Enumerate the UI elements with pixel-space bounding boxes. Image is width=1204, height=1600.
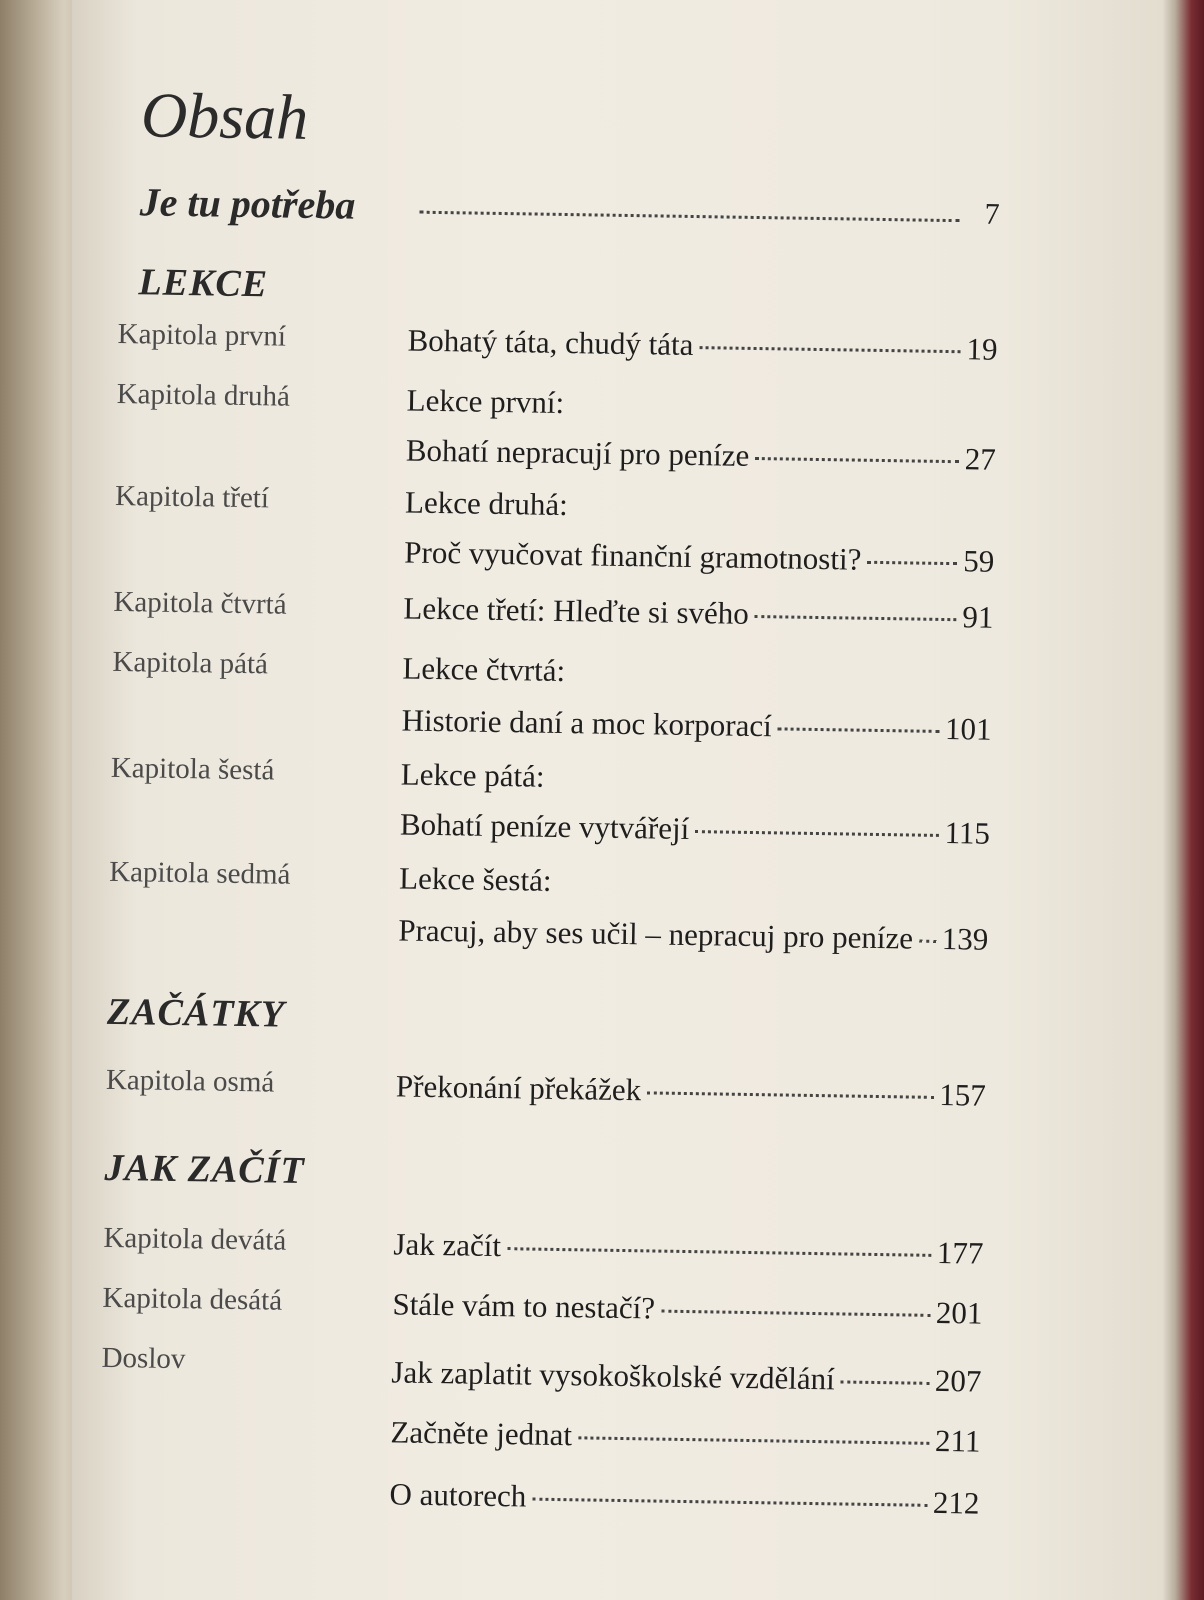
lesson-label: Lekce pátá: [400,756,545,794]
entry-title: Překonání překážek [395,1068,642,1108]
dot-leader [695,830,938,837]
page-number: 19 [966,331,998,367]
entry-line [390,1414,980,1459]
dot-leader [507,1247,931,1257]
dot-leader [699,346,960,353]
dot-leader [755,457,959,463]
entry-line [401,702,991,747]
toc-entry [117,318,998,380]
dot-leader [755,615,957,621]
toc-entry [101,1342,982,1404]
chapter-label: Kapitola osmá [105,1063,275,1099]
page-number: 7 [984,197,1000,231]
toc-entry [105,1064,986,1126]
section-heading-jak-zacit: JAK ZAČÍT [104,1146,306,1193]
chapter-label: Kapitola pátá [112,645,269,681]
entry-title: Jak začít [393,1226,502,1264]
dot-leader [841,1380,929,1384]
entry-title: Bohatí nepracují pro peníze [405,432,750,473]
lesson-label: Lekce čtvrtá: [402,650,566,689]
entry-line [403,590,993,635]
chapter-label: Kapitola devátá [103,1221,287,1257]
dot-leader [919,940,936,943]
lesson-label: Lekce první: [406,382,565,420]
entry-line [393,1226,983,1271]
entry-line [400,806,990,851]
lesson-label: Lekce druhá: [404,484,569,523]
page-number: 211 [934,1422,981,1459]
entry-line [392,1286,982,1331]
chapter-label: Kapitola třetí [114,479,270,515]
intro-label: Je tu potřeba [139,179,356,228]
book-page [72,0,1162,1600]
page-number: 91 [962,599,994,635]
entry-line [389,1476,979,1521]
page-number: 115 [944,815,991,851]
entry-title: Proč vyučovat finanční gramotnosti? [404,534,862,577]
entry-line [398,912,988,957]
dot-leader [420,211,960,222]
page-number: 59 [962,543,995,579]
entry-line [404,534,994,579]
section-heading-zacatky: ZAČÁTKY [106,990,286,1036]
chapter-label: Kapitola sedmá [108,855,291,891]
entry-line [407,323,997,368]
section-heading-lekce: LEKCE [138,261,269,306]
dot-leader [578,1436,929,1445]
chapter-label: Kapitola druhá [116,377,291,413]
dot-leader [661,1310,930,1317]
table-of-contents [101,60,1062,1521]
entry-title: O autorech [389,1476,527,1514]
toc-entry [111,646,992,756]
chapter-label: Kapitola čtvrtá [113,585,287,621]
toc-entry [113,586,994,648]
entry-title: Bohatý táta, chudý táta [407,322,694,363]
dot-leader [778,727,939,733]
dot-leader [867,561,957,565]
chapter-label: Kapitola první [117,317,287,353]
page-number: 212 [932,1484,980,1521]
page-number: 157 [939,1076,987,1113]
lesson-label: Lekce šestá: [398,860,552,898]
entry-title: Začněte jednat [390,1414,573,1453]
page-number: 177 [936,1234,984,1271]
toc-entry [99,1466,980,1528]
entry-title: Lekce třetí: Hleďte si svého [403,590,750,631]
page-number: 207 [934,1362,982,1399]
chapter-label: Kapitola šestá [110,751,275,787]
page-number: 139 [941,920,989,957]
entry-title: Stále vám to nestačí? [392,1286,656,1326]
toc-entry [102,1282,983,1344]
chapter-label: Doslov [101,1341,186,1376]
toc-entry [108,856,989,966]
dot-leader [647,1091,933,1098]
page-title: Obsah [140,79,309,153]
toc-intro-entry [139,178,1000,252]
page-number: 101 [944,711,992,747]
entry-title: Pracuj, aby ses učil – nepracuj pro peníze [398,912,914,956]
toc-entry [103,1222,984,1284]
dot-leader [532,1498,927,1507]
toc-entry [100,1404,981,1466]
book-spine [0,0,80,1600]
entry-title: Bohatí peníze vytvářejí [399,806,690,847]
entry-line [396,1068,986,1113]
chapter-label: Kapitola desátá [102,1281,283,1317]
toc-entry [110,752,991,862]
toc-entry [114,480,995,590]
entry-line [391,1354,981,1399]
toc-entry [115,378,996,488]
page-number: 201 [935,1294,983,1331]
entry-title: Jak zaplatit vysokoškolské vzdělání [391,1354,836,1397]
entry-title: Historie daní a moc korporací [401,702,773,744]
page-number: 27 [964,441,997,477]
entry-line [406,433,996,478]
